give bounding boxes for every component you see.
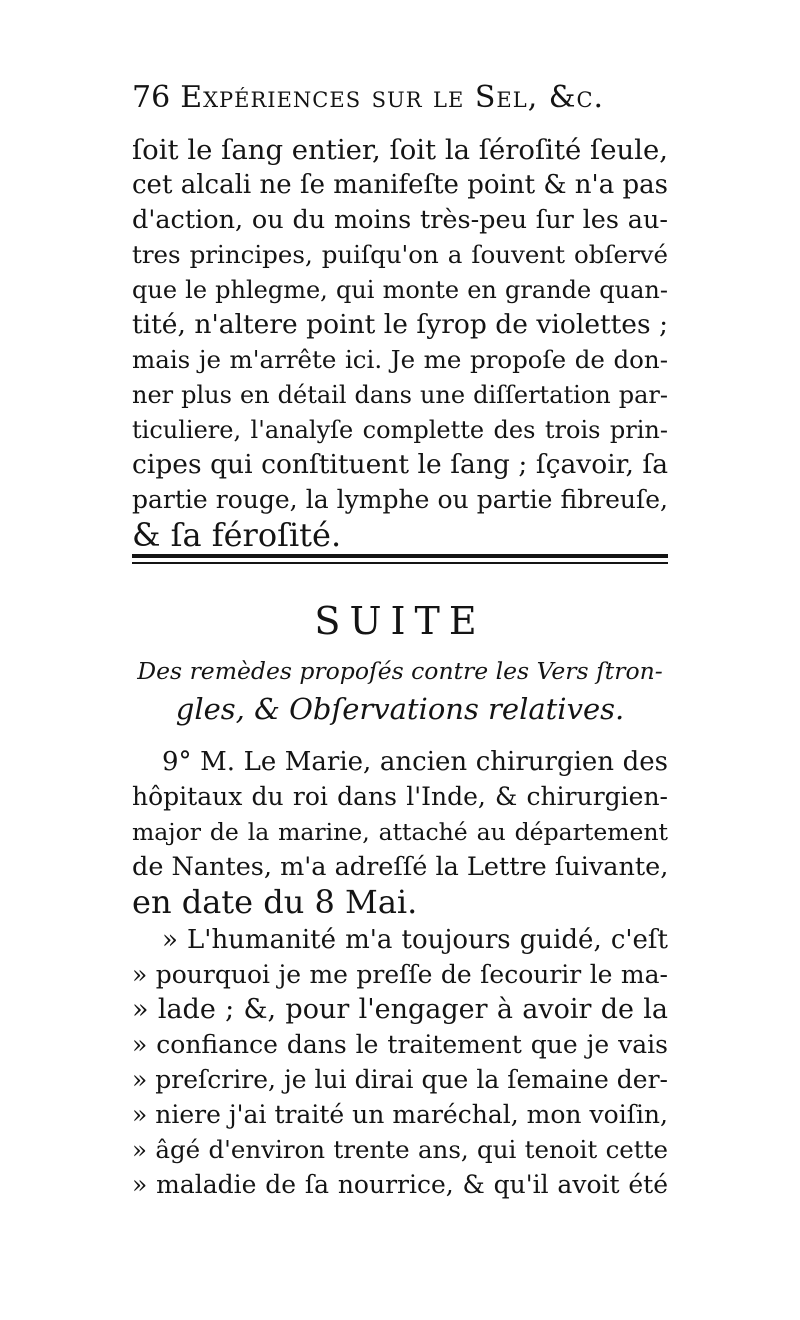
quote-line: » niere j'ai traité un maréchal, mon voiſin, xyxy=(132,1100,668,1129)
quote-line: » pourquoi je me preſſe de ſecourir le ma- xyxy=(132,960,668,989)
text-line: de Nantes, m'a adreſſé la Lettre ſuivante, xyxy=(132,852,669,882)
text-line: cipes qui conſtituent le ſang ; ſçavoir, ſa xyxy=(132,449,668,480)
text-line: major de la marine, attaché au département xyxy=(132,818,668,846)
section-title: SUITE xyxy=(314,599,486,643)
quote-line: » âgé d'environ trente ans, qui tenoit cette xyxy=(132,1135,668,1164)
quote-line: » preſcrire, je lui dirai que la ſemaine der- xyxy=(132,1065,668,1094)
text-line: ſoit le ſang entier, ſoit la ſéroſité ſeule, xyxy=(132,134,668,166)
text-line-last: & ſa féroſité. xyxy=(132,516,342,554)
quote-line: » lade ; &, pour l'engager à avoir de la xyxy=(132,994,668,1025)
text-line: hôpitaux du roi dans l'Inde, & chirurgien- xyxy=(132,782,668,811)
section-subtitle-line: gles, & Obſervations relatives. xyxy=(175,692,625,726)
quote-line: » maladie de ſa nourrice, & qu'il avoit été xyxy=(132,1170,668,1199)
section-subtitle-line: Des remèdes propoſés contre les Vers ſtron- xyxy=(137,657,663,685)
text-line: cet alcali ne ſe manifeſte point & n'a pas xyxy=(132,170,668,200)
running-title: Expériences sur le Sel, &c. xyxy=(180,80,605,115)
text-line: ticuliere, l'analyſe complette des trois prin- xyxy=(132,416,668,444)
text-line: mais je m'arrête ici. Je me propoſe de don- xyxy=(132,345,668,374)
text-line-indented: 9° M. Le Marie, ancien chirurgien des xyxy=(162,747,668,777)
text-line: d'action, ou du moins très-peu ſur les au- xyxy=(132,205,668,235)
text-line: tres principes, puiſqu'on a ſouvent obſervé xyxy=(132,240,668,269)
running-header xyxy=(132,78,668,118)
quote-line-indented: » L'humanité m'a toujours guidé, c'eſt xyxy=(162,925,668,955)
quote-line: » confiance dans le traitement que je vais xyxy=(132,1030,668,1059)
text-line: que le phlegme, qui monte en grande quan- xyxy=(132,276,668,304)
text-line: partie rouge, la lymphe ou partie fibreuſe, xyxy=(132,485,668,514)
section-rule-thick xyxy=(132,554,668,558)
text-line: tité, n'altere point le ſyrop de violettes ; xyxy=(132,309,668,340)
section-rule-thin xyxy=(132,562,668,564)
text-line: ner plus en détail dans une diſſertation par- xyxy=(132,381,668,409)
text-line-last: en date du 8 Mai. xyxy=(132,883,418,921)
page-number: 76 xyxy=(132,80,171,115)
